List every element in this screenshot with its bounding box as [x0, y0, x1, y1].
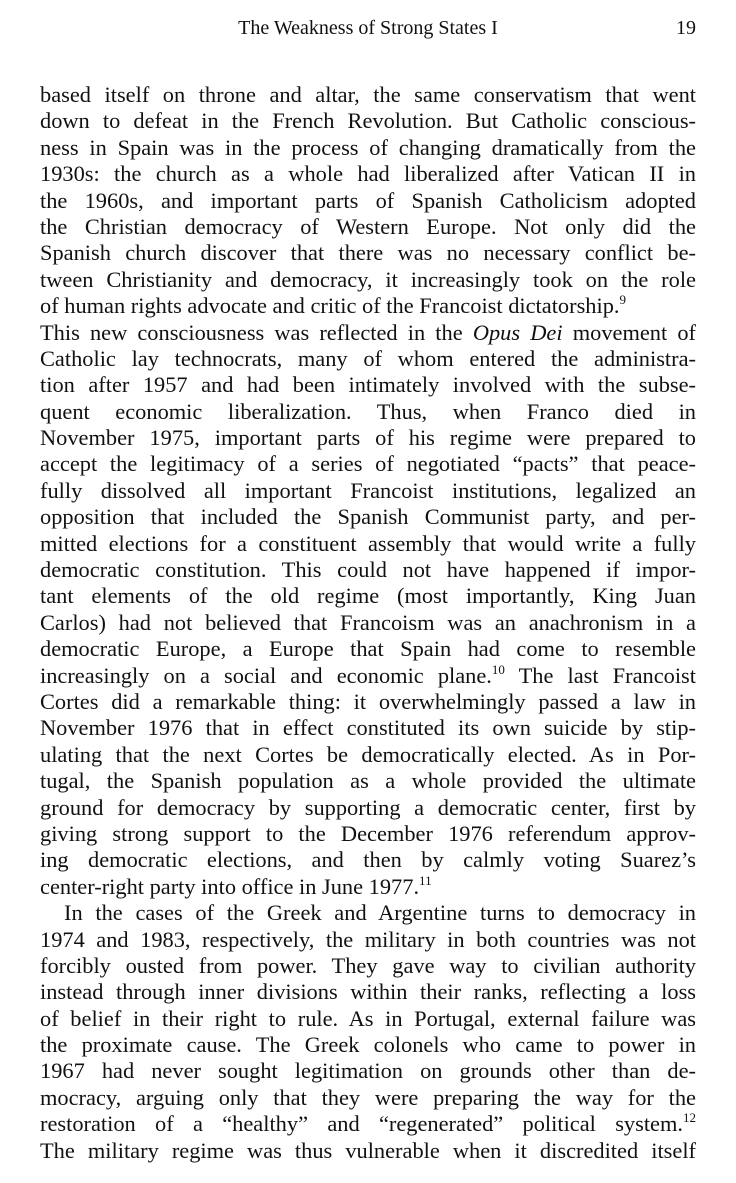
text-line: Spanish church discover that there was no necessary conflict be-	[40, 240, 696, 266]
footnote-ref: 12	[683, 1110, 696, 1126]
text-line: November 1975, important parts of his regime were prepared to	[40, 425, 696, 451]
text-line: November 1976 that in effect constituted its own suicide by stip-	[40, 715, 696, 741]
text-line	[40, 293, 696, 319]
line-text: movement of	[572, 319, 697, 345]
text-line	[40, 874, 696, 900]
line-text: The last Francoist	[518, 662, 696, 688]
italic-term: Opus Dei	[472, 319, 563, 345]
text-line: of belief in their right to rule. As in Portugal, external failure was	[40, 1005, 696, 1031]
running-header	[40, 14, 696, 42]
text-line: democratic constitution. This could not have happened if impor-	[40, 557, 696, 583]
text-line: quent economic liberalization. Thus, when Franco died in	[40, 398, 696, 424]
text-line: fully dissolved all important Francoist institutions, legalized an	[40, 477, 696, 503]
page-number: 19	[676, 17, 696, 39]
text-line	[40, 663, 696, 689]
text-line: Cortes did a remarkable thing: it overwhelmingly passed a law in	[40, 688, 696, 714]
text-line: based itself on throne and altar, the same conservatism that went	[40, 82, 696, 107]
text-line: ing democratic elections, and then by calmly voting Suarez’s	[40, 847, 696, 873]
text-line	[40, 1111, 696, 1137]
line-text: center-right party into office in June 1977.	[40, 873, 420, 899]
text-line: ness in Spain was in the process of changing dramatically from the	[40, 134, 696, 160]
text-line: ground for democracy by supporting a democratic center, first by	[40, 794, 696, 820]
text-line: ulating that the next Cortes be democratically elected. As in Por-	[40, 741, 696, 767]
text-line: tugal, the Spanish population as a whole provided the ultimate	[40, 768, 696, 794]
text-line: tween Christianity and democracy, it increasingly took on the role	[40, 266, 696, 292]
text-line	[40, 320, 696, 346]
text-line: 1974 and 1983, respectively, the military in both countries was not	[40, 926, 696, 952]
text-line: Catholic lay technocrats, many of whom entered the administra-	[40, 345, 696, 371]
text-line: tion after 1957 and had been intimately involved with the subse-	[40, 372, 696, 398]
text-line: giving strong support to the December 1976 referendum approv-	[40, 820, 696, 846]
line-text: of human rights advocate and critic of the Francoist dictatorship.	[40, 293, 620, 319]
text-line: forcibly ousted from power. They gave way to civilian authority	[40, 952, 696, 978]
text-line: the proximate cause. The Greek colonels who came to power in	[40, 1032, 696, 1058]
footnote-ref: 11	[419, 872, 432, 888]
text-line: tant elements of the old regime (most importantly, King Juan	[40, 583, 696, 609]
text-line: Carlos) had not believed that Francoism was an anachronism in a	[40, 609, 696, 635]
text-line: mitted elections for a constituent assembly that would write a fully	[40, 530, 696, 556]
text-line: democratic Europe, a Europe that Spain had come to resemble	[40, 636, 696, 662]
text-line: mocracy, arguing only that they were preparing the way for the	[40, 1084, 696, 1110]
text-line: 1967 had never sought legitimation on grounds other than de-	[40, 1058, 696, 1084]
text-line: accept the legitimacy of a series of negotiated “pacts” that peace-	[40, 451, 696, 477]
text-line: The military regime was thus vulnerable when it discredited itself	[40, 1137, 696, 1163]
text-line: the Christian democracy of Western Europe. Not only did the	[40, 213, 696, 239]
text-line: down to defeat in the French Revolution. But Catholic conscious-	[40, 108, 696, 134]
footnote-ref: 10	[491, 661, 505, 677]
text-line: opposition that included the Spanish Communist party, and per-	[40, 504, 696, 530]
line-text: restoration of a “healthy” and “regenerated” political system.	[40, 1111, 683, 1137]
text-line: 1930s: the church as a whole had liberalized after Vatican II in	[40, 161, 696, 187]
body-text	[40, 82, 696, 1164]
running-title: The Weakness of Strong States I	[238, 17, 498, 39]
text-line: In the cases of the Greek and Argentine turns to democracy in	[64, 900, 696, 926]
line-text: increasingly on a social and economic plane.	[40, 662, 492, 688]
footnote-ref: 9	[619, 292, 626, 308]
text-line: instead through inner divisions within their ranks, reflecting a loss	[40, 979, 696, 1005]
line-text: This new consciousness was reflected in the	[40, 319, 463, 345]
text-line: the 1960s, and important parts of Spanish Catholicism adopted	[40, 187, 696, 213]
